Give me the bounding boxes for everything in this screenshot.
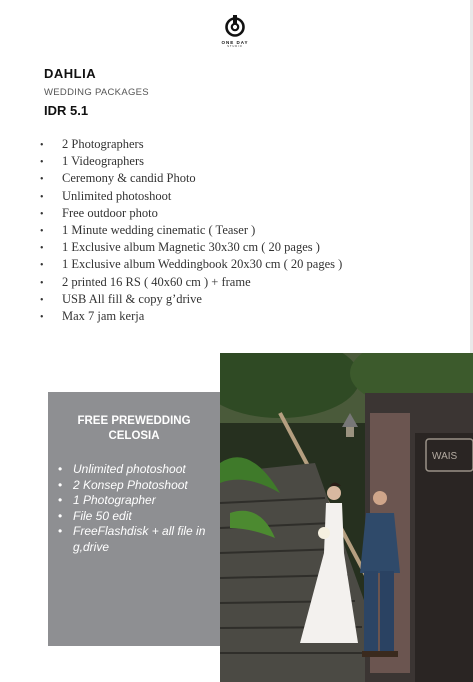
- couple-photo: [220, 353, 473, 682]
- feature-item: [40, 153, 342, 170]
- bullet-icon: •: [40, 277, 44, 289]
- wall-sign-text: WAIS: [432, 451, 458, 462]
- bullet-icon: •: [40, 311, 44, 323]
- package-price: IDR 5.1: [44, 103, 89, 118]
- feature-text: Unlimited photoshoot: [62, 188, 172, 203]
- bullet-icon: •: [58, 462, 63, 476]
- feature-text: Max 7 jam kerja: [62, 308, 145, 323]
- package-name: DAHLIA: [44, 66, 97, 81]
- bullet-icon: •: [58, 477, 63, 492]
- prewedding-promo-box: [48, 392, 220, 646]
- feature-text: 1 Videographers: [62, 154, 144, 169]
- bullet-icon: •: [58, 493, 63, 507]
- package-category: WEDDING PACKAGES: [44, 87, 149, 98]
- prewedding-item-text: FreeFlashdisk + all file in g,drive: [73, 524, 206, 554]
- prewedding-item: [58, 462, 213, 478]
- feature-text: 1 Exclusive album Magnetic 30x30 cm ( 20 pages ): [62, 240, 320, 255]
- bullet-icon: •: [40, 294, 44, 306]
- prewedding-title-line: FREE PREWEDDING: [77, 415, 191, 427]
- bullet-icon: •: [40, 208, 44, 220]
- feature-text: Free outdoor photo: [62, 205, 158, 220]
- logo-brand-text: ONE DAY: [221, 40, 249, 45]
- prewedding-item-text: 1 Photographer: [73, 493, 156, 507]
- feature-text: USB All fill & copy g’drive: [62, 291, 202, 306]
- feature-item: [40, 205, 342, 222]
- feature-item: [40, 308, 342, 325]
- prewedding-item: [58, 524, 213, 555]
- bullet-icon: •: [40, 174, 44, 186]
- feature-list: [40, 136, 342, 325]
- logo-mark-icon: [224, 14, 246, 38]
- bullet-icon: •: [40, 243, 44, 255]
- bullet-icon: •: [40, 157, 44, 169]
- prewedding-item-text: Unlimited photoshoot: [73, 462, 186, 476]
- bullet-icon: •: [58, 524, 63, 538]
- prewedding-list: [58, 462, 213, 555]
- feature-item: [40, 222, 342, 239]
- prewedding-item: [58, 509, 213, 525]
- bullet-icon: •: [40, 260, 44, 272]
- feature-item: [40, 239, 342, 256]
- feature-text: 2 Photographers: [62, 137, 144, 151]
- feature-item: [40, 256, 342, 273]
- feature-item: [40, 188, 342, 205]
- prewedding-item-text: 2 Konsep Photoshoot: [73, 477, 188, 492]
- logo-tagline: STUDIO: [227, 45, 243, 48]
- prewedding-item: [58, 478, 213, 494]
- bullet-icon: •: [58, 508, 63, 523]
- prewedding-title-line: CELOSIA: [108, 430, 160, 442]
- brand-logo: [214, 14, 256, 48]
- prewedding-item: [58, 493, 213, 509]
- feature-item: [40, 136, 342, 153]
- feature-text: Ceremony & candid Photo: [62, 171, 196, 186]
- bullet-icon: •: [40, 140, 44, 151]
- feature-text: 2 printed 16 RS ( 40x60 cm ) + frame: [62, 274, 251, 289]
- feature-text: 1 Minute wedding cinematic ( Teaser ): [62, 222, 256, 237]
- feature-item: [40, 291, 342, 308]
- bullet-icon: •: [40, 225, 44, 237]
- feature-item: [40, 274, 342, 291]
- bullet-icon: •: [40, 191, 44, 203]
- prewedding-title: [48, 414, 220, 444]
- prewedding-item-text: File 50 edit: [73, 508, 132, 523]
- feature-item: [40, 170, 342, 187]
- feature-text: 1 Exclusive album Weddingbook 20x30 cm ( 20 pages ): [62, 257, 343, 272]
